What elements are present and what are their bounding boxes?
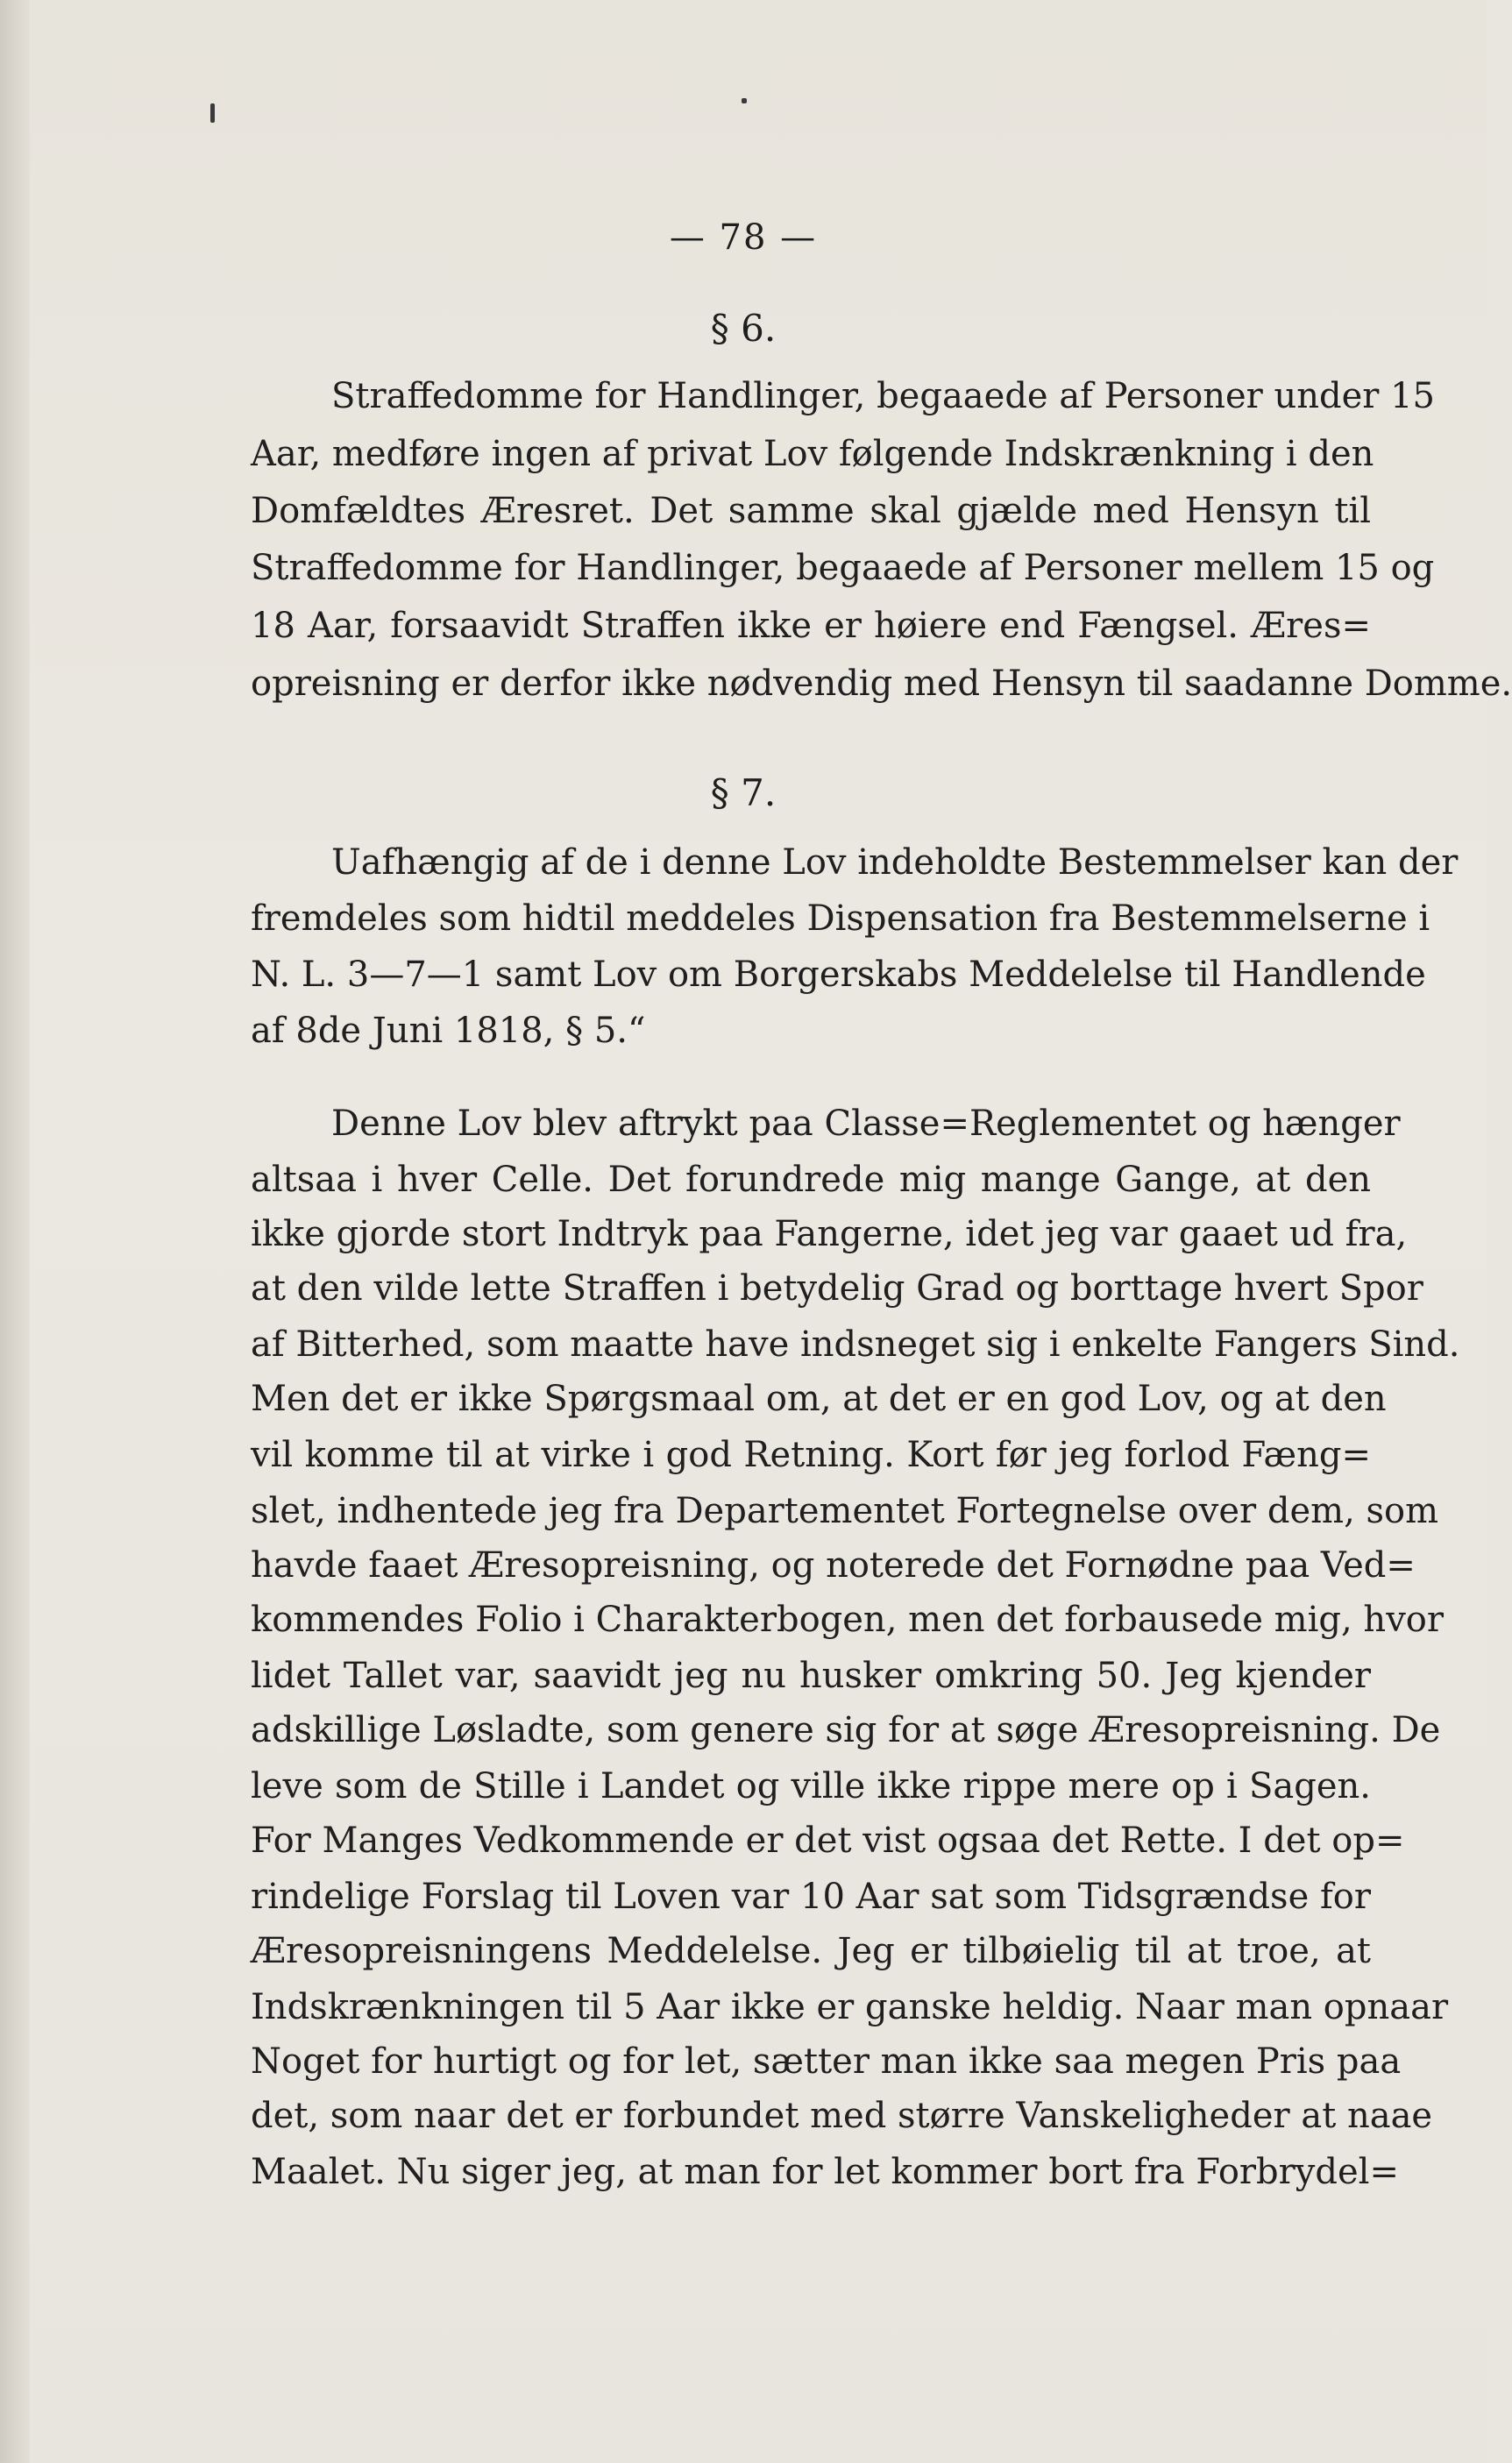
text-line: Straffedomme for Handlinger, begaaede af Personer under 15: [331, 376, 1436, 416]
text-line: kommendes Folio i Charakterbogen, men det forbausede mig, hvor: [251, 1600, 1444, 1640]
text-line: Æresopreisningens Meddelelse. Jeg er tilbøielig til at troe, at: [251, 1931, 1371, 1971]
text-line: Uafhængig af de i denne Lov indeholdte Bestemmelser kan der: [331, 842, 1459, 883]
text-line: opreisning er derfor ikke nødvendig med Hensyn til saadanne Domme.: [251, 664, 1512, 704]
text-line: fremdeles som hidtil meddeles Dispensation fra Bestemmelserne i: [251, 898, 1430, 939]
text-line: Aar, medføre ingen af privat Lov følgende Indskrænkning i den: [251, 434, 1374, 474]
text-line: Maalet. Nu siger jeg, at man for let kommer bort fra Forbrydel=: [251, 2152, 1399, 2192]
text-line: Men det er ikke Spørgsmaal om, at det er en god Lov, og at den: [251, 1379, 1387, 1419]
ink-speck: [742, 98, 747, 103]
text-line: at den vilde lette Straffen i betydelig Grad og borttage hvert Spor: [251, 1268, 1423, 1309]
section-heading: § 6.: [710, 307, 777, 350]
text-line: Noget for hurtigt og for let, sætter man ikke saa megen Pris paa: [251, 2041, 1402, 2082]
text-line: lidet Tallet var, saavidt jeg nu husker omkring 50. Jeg kjender: [251, 1656, 1371, 1696]
text-line: af 8de Juni 1818, § 5.“: [251, 1011, 646, 1051]
text-line: af Bitterhed, som maatte have indsneget sig i enkelte Fangers Sind.: [251, 1324, 1460, 1365]
page-edge: [0, 0, 30, 2463]
ink-speck: [210, 103, 215, 123]
text-line: leve som de Stille i Landet og ville ikke rippe mere op i Sagen.: [251, 1766, 1371, 1806]
page-number: — 78 —: [669, 217, 818, 258]
section-heading: § 7.: [710, 771, 777, 814]
text-line: adskillige Løsladte, som genere sig for at søge Æresopreisning. De: [251, 1710, 1441, 1750]
text-line: altsaa i hver Celle. Det forundrede mig mange Gange, at den: [251, 1160, 1371, 1200]
text-line: slet, indhentede jeg fra Departementet Fortegnelse over dem, som: [251, 1491, 1439, 1531]
text-line: ikke gjorde stort Indtryk paa Fangerne, idet jeg var gaaet ud fra,: [251, 1214, 1408, 1254]
text-line: Indskrænkningen til 5 Aar ikke er ganske heldig. Naar man opnaar: [251, 1987, 1449, 2027]
text-line: det, som naar det er forbundet med større Vanskeligheder at naae: [251, 2096, 1433, 2136]
text-line: For Manges Vedkommende er det vist ogsaa det Rette. I det op=: [251, 1821, 1405, 1861]
text-line: 18 Aar, forsaavidt Straffen ikke er høiere end Fængsel. Æres=: [251, 606, 1371, 646]
text-line: Denne Lov blev aftrykt paa Classe=Reglementet og hænger: [331, 1104, 1401, 1144]
text-line: Domfældtes Æresret. Det samme skal gjælde med Hensyn til: [251, 491, 1371, 531]
text-line: N. L. 3—7—1 samt Lov om Borgerskabs Meddelelse til Handlende: [251, 955, 1426, 995]
text-line: havde faaet Æresopreisning, og noterede det Fornødne paa Ved=: [251, 1545, 1416, 1586]
text-line: Straffedomme for Handlinger, begaaede af Personer mellem 15 og: [251, 548, 1435, 588]
text-line: vil komme til at virke i god Retning. Kort før jeg forlod Fæng=: [251, 1435, 1371, 1475]
text-line: rindelige Forslag til Loven var 10 Aar sat som Tidsgrændse for: [251, 1877, 1371, 1917]
